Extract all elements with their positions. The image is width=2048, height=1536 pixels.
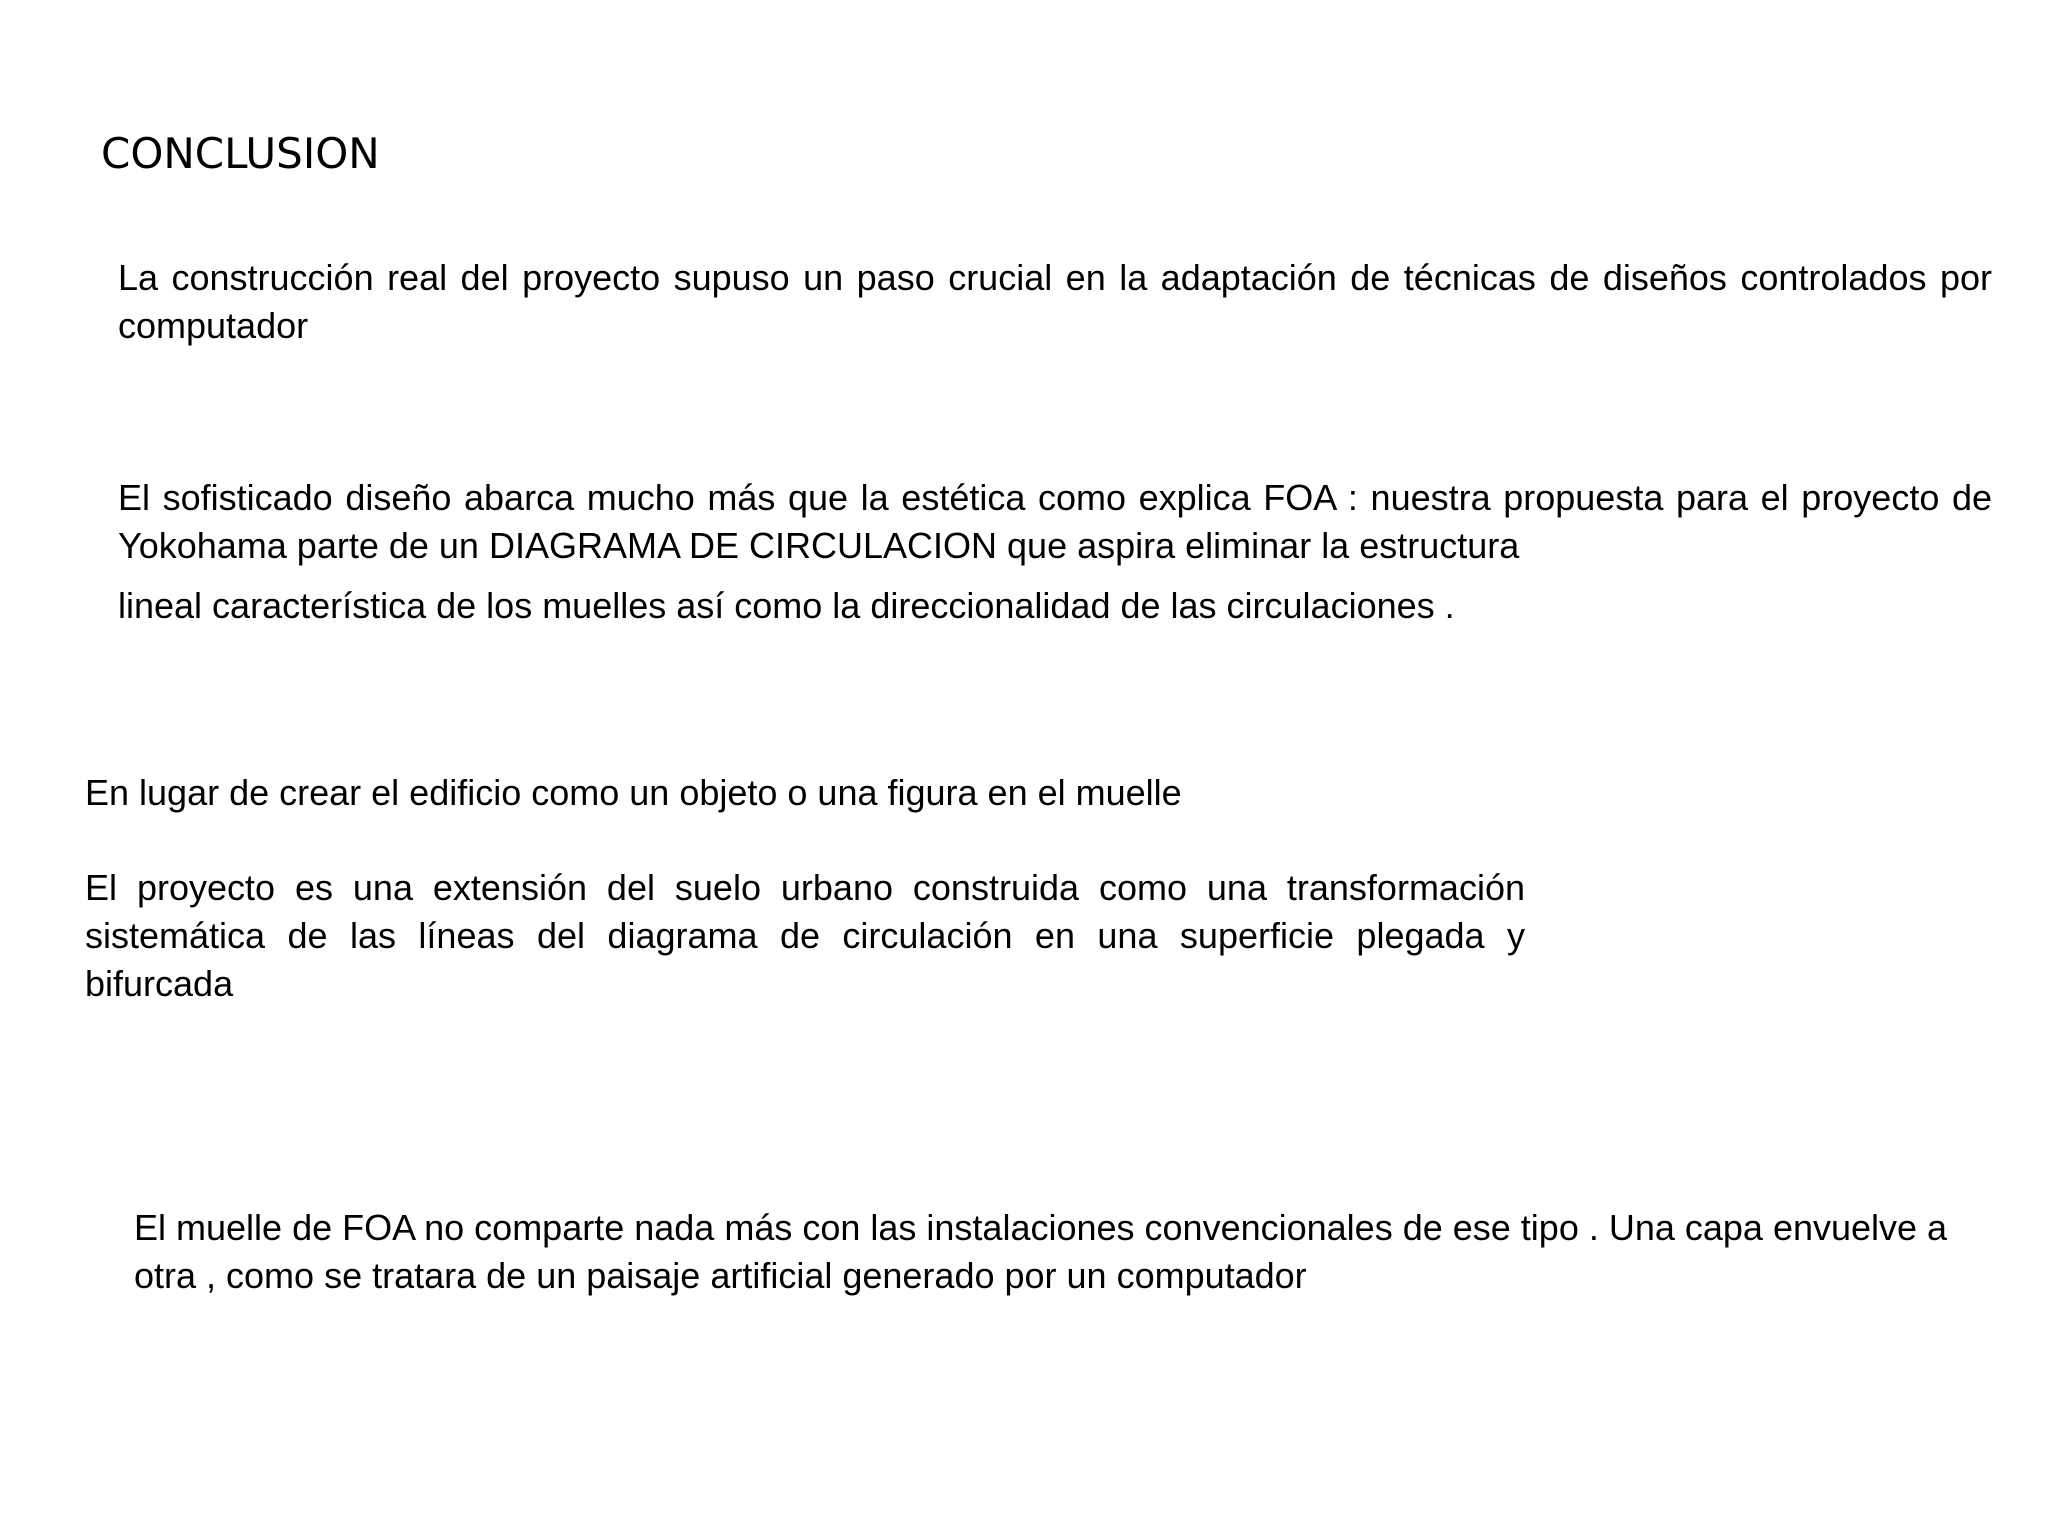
paragraph-en-lugar: En lugar de crear el edificio como un objeto o una figura en el muelle <box>85 772 1182 813</box>
paragraph-muelle-foa: El muelle de FOA no comparte nada más con las instalaciones convencionales de ese tipo . Una capa envuelve a otra , como se tratara de un paisaje artificial generado por un computador <box>134 1207 1948 1296</box>
paragraph-construccion: La construcción real del proyecto supuso un paso crucial en la adaptación de técnicas de diseños controlados por computador <box>118 257 1992 346</box>
paragraph-diseno-main: El sofisticado diseño abarca mucho más que la estética como explica FOA : nuestra propuesta para el proyecto de Yokohama parte de un DIAGRAMA DE CIRCULACION que aspira eliminar la estructura <box>118 477 1992 566</box>
paragraph-proyecto-extension: El proyecto es una extensión del suelo urbano construida como una transformación sistemática de las líneas del diagrama de circulación en una superficie plegada y bifurcada <box>85 867 1525 1004</box>
paragraph-diseno <box>118 474 1992 630</box>
slide-title: CONCLUSION <box>101 129 380 178</box>
paragraph-diseno-last-line: lineal característica de los muelles así como la direccionalidad de las circulaciones . <box>118 585 1455 626</box>
